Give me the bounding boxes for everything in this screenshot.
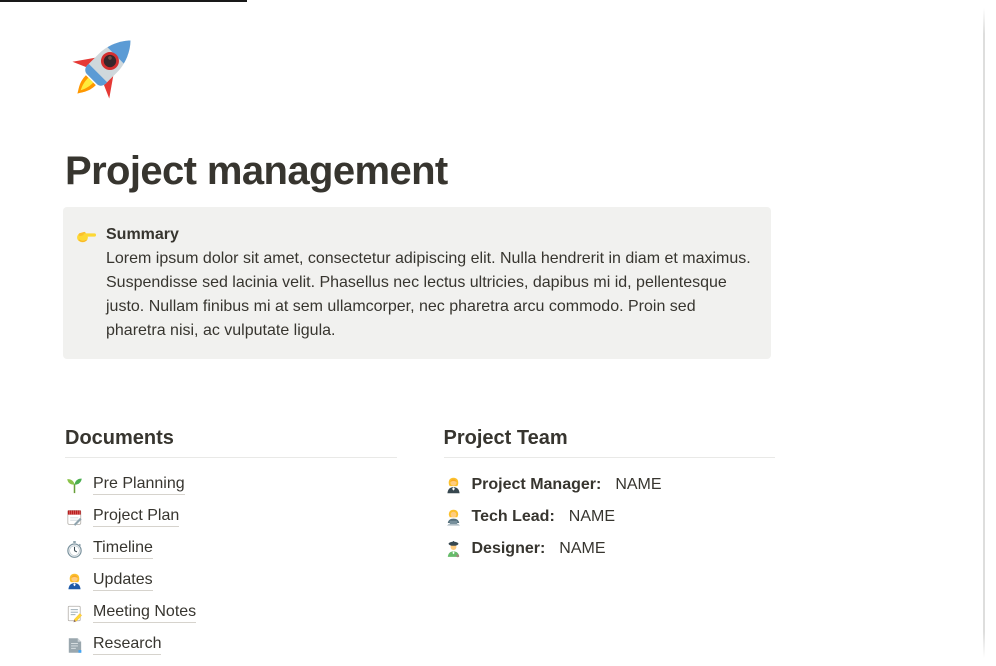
team-name: NAME: [615, 476, 662, 493]
doc-link-updates[interactable]: [65, 565, 397, 597]
documents-list: [65, 469, 397, 661]
project-team-column: [444, 425, 776, 661]
documents-column: [65, 425, 397, 661]
doc-link-project-plan[interactable]: [65, 501, 397, 533]
seedling-icon: [65, 476, 84, 495]
team-role: Tech Lead:: [471, 508, 555, 525]
man-artist-icon: [444, 540, 463, 559]
woman-office-worker-icon: [65, 572, 84, 591]
summary-callout: [63, 207, 771, 359]
page-content: [65, 0, 775, 661]
page-title: Project management: [65, 149, 448, 193]
documents-heading: Documents: [65, 427, 174, 449]
team-name: NAME: [568, 508, 616, 525]
project-team-heading: Project Team: [443, 427, 568, 449]
memo-pencil-icon: [65, 604, 84, 623]
callout-title: Summary: [106, 226, 179, 243]
team-member-project-manager: [444, 469, 776, 501]
doc-link-pre-planning[interactable]: [65, 469, 397, 501]
team-member-designer: [444, 533, 776, 565]
columns: [65, 425, 775, 661]
doc-label[interactable]: Meeting Notes: [93, 603, 196, 623]
page-rocket-icon[interactable]: [65, 26, 145, 106]
documents-divider: [65, 457, 397, 458]
vertical-scrollbar[interactable]: [983, 8, 985, 658]
team-role: Project Manager:: [471, 476, 602, 493]
team-name: NAME: [559, 540, 606, 557]
doc-link-research[interactable]: [65, 629, 397, 661]
pointing-right-finger-icon: [75, 225, 97, 247]
rocket-icon: [65, 26, 145, 106]
doc-label[interactable]: Updates: [93, 571, 153, 591]
stopwatch-icon: [65, 540, 84, 559]
project-team-list: [444, 469, 776, 565]
doc-label[interactable]: Research: [93, 635, 161, 655]
doc-label[interactable]: Pre Planning: [93, 475, 185, 495]
callout-body: [106, 223, 756, 343]
column-gap: [397, 425, 444, 661]
callout-text: Lorem ipsum dolor sit amet, consectetur adipiscing elit. Nulla hendrerit in diam et maximus. Suspendisse sed lacinia velit. Phasellus nec lectus ultricies, dapibus mi id, pellentesque justo. Nullam finibus mi at sem ullamcorper, nec pharetra arcu commodo. Proin sed pharetra nisi, ac vulputate ligula.: [106, 250, 751, 339]
doc-link-meeting-notes[interactable]: [65, 597, 397, 629]
doc-label[interactable]: Timeline: [93, 539, 153, 559]
bookmark-tabs-icon: [65, 636, 84, 655]
technologist-icon: [444, 508, 463, 527]
team-role: Designer:: [471, 540, 546, 557]
woman-office-worker-icon: [444, 476, 463, 495]
notepad-calendar-icon: [65, 508, 84, 527]
team-member-tech-lead: [444, 501, 776, 533]
doc-label[interactable]: Project Plan: [93, 507, 179, 527]
doc-link-timeline[interactable]: [65, 533, 397, 565]
project-team-divider: [444, 457, 776, 458]
